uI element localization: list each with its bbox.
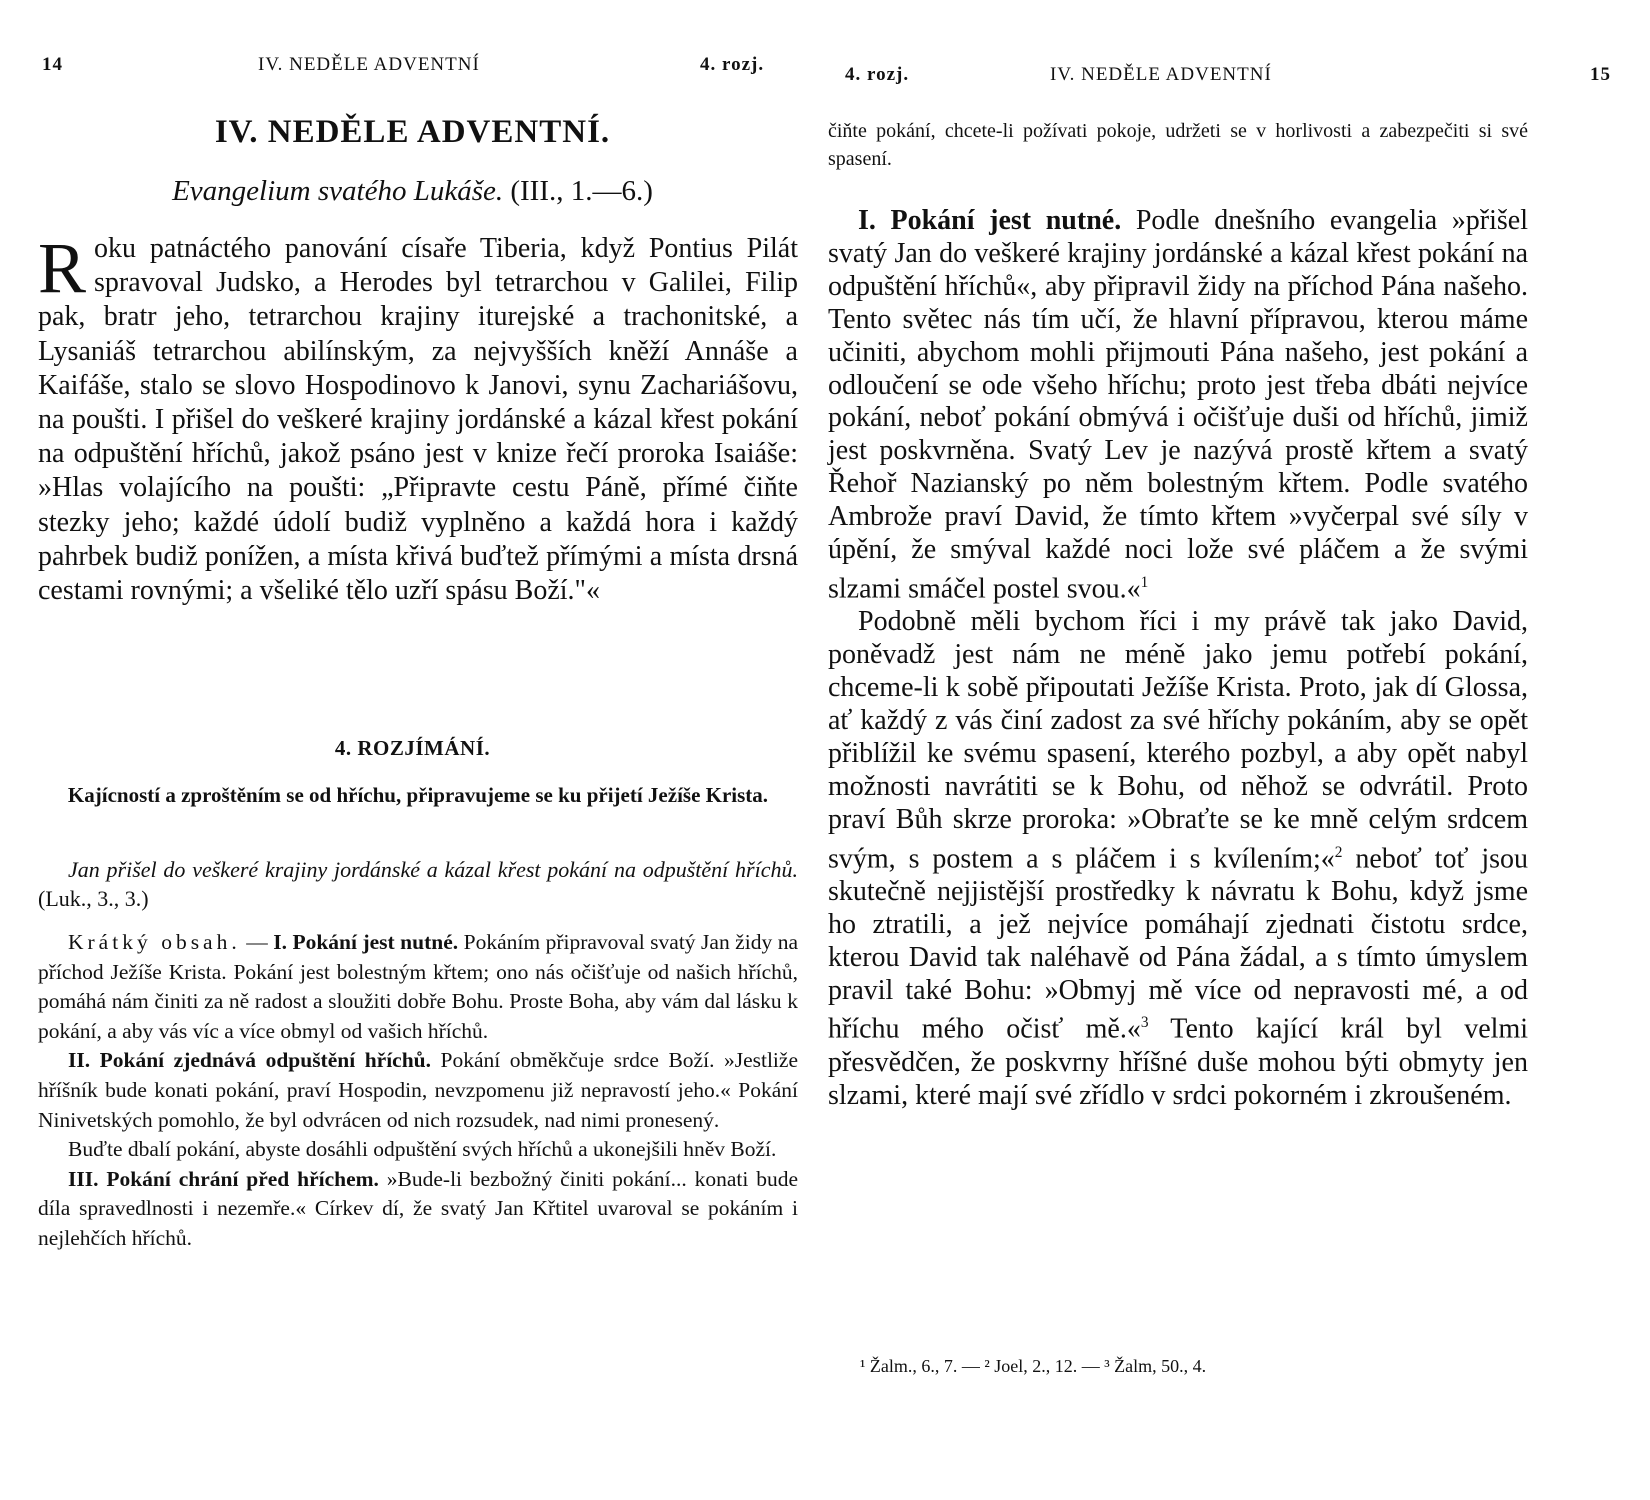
summary-paragraph-1 <box>38 928 798 1046</box>
drop-cap: R <box>38 228 87 308</box>
paragraph-2-part-a: Podobně měli bychom říci i my právě tak jako David, poněvadž jest nám ne méně jako jemu potřebí pokání, chceme-li k sobě připoutati Ježíše Krista. Proto, jak dí Glossa, ať každý z vás činí zadost za své hříchy pokáním, aby se opět přiblížil ke svému spasení, kterého pozbyl, a aby opět nabyl možnosti navrátiti se k Bohu, od něhož se odvrátil. Proto praví Bůh skrze proroka: »Obraťte se ke mně celým srdcem svým, s postem a s pláčem i s kvílením;« <box>828 606 1528 874</box>
gospel-body: oku patnáctého panování císaře Tiberia, když Pontius Pilát spravoval Judsko, a Herodes byl tetrarchou v Galilei, Filip pak, bratr jeho, tetrarchou krajiny iturejské a trachonitské, a Lysaniáš tetrarchou abilínským, za nejvyšších kněží Annáše a Kaifáše, stalo se slovo Hospodinovo k Janovi, synu Zachariášovu, na poušti. I přišel do veškeré krajiny jordánské a kázal křest pokání na odpuštění hříchů, jakož psáno jest v knize řečí proroka Isaiáše: »Hlas volajícího na poušti: „Připravte cestu Páně, přímé čiňte stezky jeho; každé údolí budiž vyplněno a každá hora i každý pahrbek budiž ponížen, a místa křivá buďtež přímými a místa drsná cestami rovnými; a všeliké tělo uzří spásu Boží."« <box>38 233 798 607</box>
summary <box>38 928 798 1254</box>
footnotes: ¹ Žalm., 6., 7. — ² Joel, 2., 12. — ³ Žalm, 50., 4. <box>860 1356 1207 1376</box>
intro-text: čiňte pokání, chcete-li požívati pokoje, udržeti se v horlivosti a zabezpečiti si své spasení. <box>828 120 1528 170</box>
meditation-heading: 4. ROZJÍMÁNÍ. <box>334 736 491 760</box>
page-number-left: 14 <box>42 54 63 75</box>
summary-dash: — <box>240 930 274 954</box>
summary-point-2-heading: II. Pokání zjednává odpuštění hříchů. <box>68 1048 432 1073</box>
summary-paragraph-3: Buďte dbalí pokání, abyste dosáhli odpuštění svých hříchů a ukonejšili hněv Boží. <box>68 1137 777 1162</box>
page-title: IV. NEDĚLE ADVENTNÍ. <box>214 114 611 150</box>
summary-point-1-heading: I. Pokání jest nutné. <box>273 930 459 954</box>
paragraph-2-part-c: Tento kající král byl velmi přesvědčen, že poskvrny hříšné duše mohou býti obmyty jen slzami, které mají své zřídlo v srdci pokorném i zkroušeném. <box>828 1013 1528 1111</box>
running-title-right: IV. NEDĚLE ADVENTNÍ <box>1050 64 1272 85</box>
motto-reference: (Luk., 3., 3.) <box>38 886 149 911</box>
summary-paragraph-2 <box>38 1046 798 1135</box>
summary-paragraph-4 <box>38 1165 798 1254</box>
main-paragraph-2 <box>828 606 1528 1112</box>
footnote-marker-1: 1 <box>1140 573 1149 591</box>
main-paragraph-1 <box>828 205 1528 606</box>
summary-label: Krátký obsah. <box>68 930 241 954</box>
main-text <box>828 205 1528 1112</box>
right-page <box>825 0 1650 1500</box>
gospel-reference: (III., 1.—6.) <box>510 175 653 207</box>
section-heading: I. Pokání jest nutné. <box>858 205 1122 236</box>
motto-text: Jan přišel do veškeré krajiny jordánské a kázal křest pokání na odpuštění hříchů. <box>68 857 798 882</box>
rozj-label-left: 4. rozj. <box>700 54 765 75</box>
meditation-subheading: Kajícností a zproštěním se od hříchu, připravujeme se ku přijetí Ježíše Krista. <box>67 783 769 807</box>
gospel-heading <box>0 175 825 208</box>
summary-point-3-text: »Bude-li bezbožný činiti pokání... konati bude díla spravedlnosti i nezemře.« Církev dí, že svatý Jan Křtitel uvaroval se pokáním i nejlehčích hříchů. <box>38 1166 798 1250</box>
summary-point-3-heading: III. Pokání chrání před hříchem. <box>68 1166 379 1191</box>
footnote-marker-3: 3 <box>1140 1014 1149 1032</box>
page-number-right: 15 <box>1590 64 1611 85</box>
gospel-title: Evangelium svatého Lukáše. <box>172 175 504 207</box>
gospel-text <box>38 228 798 608</box>
summary-point-1-text: Pokáním připravoval svatý Jan židy na příchod Ježíše Krista. Pokání jest bolestným křtem; ono nás očišťuje od našich hříchů, pomáhá nám činiti za ně radost a sloužiti dobře Bohu. Proste Boha, aby vám dal lásku k pokání, a aby vás víc a více obmyl od vašich hříchů. <box>38 930 798 1043</box>
running-title-left: IV. NEDĚLE ADVENTNÍ <box>258 54 480 75</box>
paragraph-2-part-b: neboť toť jsou skutečně nejjistější prostředky k návratu k Bohu, když jsme ho ztratili, a jež nejvíce pomáhají zjednati čistotu srdce, kterou David tak naléhavě od Pána žádal, a s tímto úmyslem pravil také Bohu: »Obmyj mě více od nepravosti mé, a od hříchu mého očisť mě.« <box>828 842 1528 1045</box>
rozj-label-right: 4. rozj. <box>845 64 910 85</box>
motto <box>38 855 798 913</box>
summary-point-2-text: Pokání obměkčuje srdce Boží. »Jestliže hříšník bude konati pokání, praví Hospodin, nevzpomenu již nepravostí jeho.« Pokání Ninivetských pomohlo, že byl odvrácen od nich rozsudek, nad nimi pronesený. <box>38 1048 798 1132</box>
footnote-marker-2: 2 <box>1334 843 1343 861</box>
paragraph-1-text: Podle dnešního evangelia »přišel svatý Jan do veškeré krajiny jordánské a kázal křest pokání na odpuštění hříchů«, aby připravil židy na příchod Pána našeho. Tento světec nás tím učí, že hlavní přípravou, kterou máme učiniti, abychom mohli přijmouti Pána našeho, jest pokání a odloučení se ode všeho hříchu; proto jest třeba dbáti nejvíce pokání, neboť pokání obmývá i očišťuje duši od hříchů, jimiž jest poskvrněna. Svatý Lev je nazývá prostě křtem a svatý Řehoř Nazianský po něm bolestným křtem. Podle svatého Ambrože praví David, že tímto křtem »vyčerpal své síly v úpění, že smýval každé noci lože své pláčem a že svými slzami smáčel postel svou.« <box>828 205 1528 605</box>
